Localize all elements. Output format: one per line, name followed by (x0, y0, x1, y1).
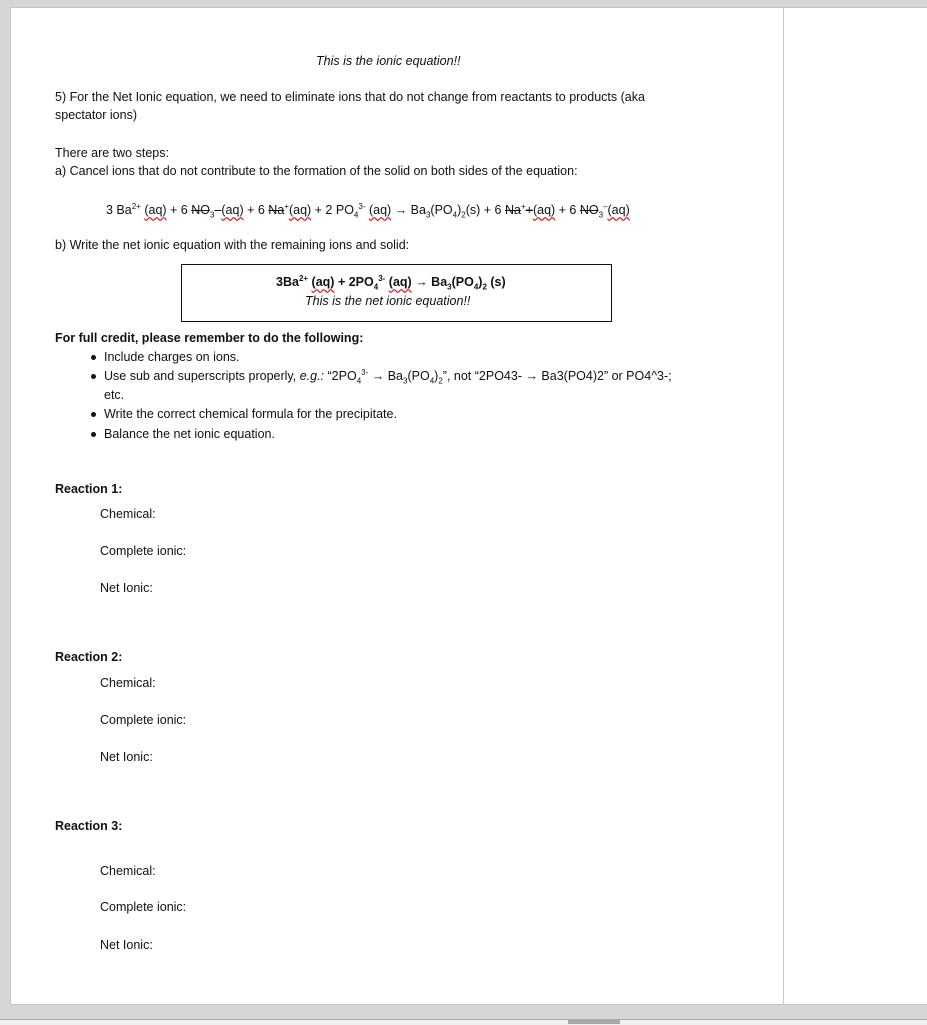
equation-fragment: 2+ (298, 273, 309, 283)
net-equation-box (181, 264, 612, 322)
equation-fragment: (aq) (288, 203, 312, 217)
bullet-item: Write the correct chemical formula for the precipitate. (104, 407, 397, 421)
equation-fragment: (aq) (388, 275, 412, 289)
step-a-text: a) Cancel ions that do not contribute to the formation of the solid on both sides of the equation: (55, 164, 578, 178)
equation-fragment: e.g.: (299, 369, 325, 383)
equation-fragment: – (214, 203, 222, 217)
equation-fragment: NO (191, 203, 210, 217)
equation-fragment: (aq) (144, 203, 167, 217)
bullet-item-cont: etc. (104, 388, 125, 402)
step5-text-cont: spectator ions) (55, 108, 137, 122)
equation-fragment: 2 (461, 210, 466, 220)
net-equation-note: This is the net ionic equation!! (305, 294, 471, 308)
equation-fragment: → Ba (368, 369, 404, 383)
two-steps-text: There are two steps: (55, 146, 169, 160)
equation-fragment: → Ba (411, 275, 448, 289)
equation-fragment: (aq) (532, 203, 556, 217)
equation-fragment: Na (504, 203, 521, 217)
credit-heading: For full credit, please remember to do the following: (55, 331, 364, 345)
equation-fragment: 3 (403, 376, 408, 386)
equation-fragment: (PO (430, 203, 453, 217)
equation-fragment: 3- (361, 367, 369, 377)
reaction-3-chemical: Chemical: (100, 864, 156, 878)
equation-fragment: + 6 (243, 203, 269, 217)
bullet-dot (91, 412, 96, 417)
reaction-3-complete-ionic: Complete ionic: (100, 900, 187, 914)
equation-fragment: 4 (373, 282, 379, 292)
net-ionic-equation (276, 275, 506, 290)
equation-fragment: + (525, 203, 533, 217)
equation-fragment: (PO (407, 369, 430, 383)
equation-fragment: ”, not “2PO43- → Ba3(PO4)2” or PO4^3-; (442, 369, 672, 383)
equation-fragment: ) (478, 275, 483, 289)
bullet-item: Balance the net ionic equation. (104, 427, 275, 441)
ionic-equation (106, 203, 630, 218)
equation-fragment: + (284, 201, 289, 211)
equation-fragment: 3 (425, 210, 431, 220)
bullet-dot (91, 374, 96, 379)
equation-fragment: (aq) (368, 203, 392, 217)
reaction-3-net-ionic: Net Ionic: (100, 938, 153, 952)
equation-fragment: Na (268, 203, 285, 217)
equation-fragment: ) (457, 203, 462, 217)
step-b-text: b) Write the net ionic equation with the remaining ions and solid: (55, 238, 410, 252)
equation-fragment: 3- (358, 201, 366, 211)
equation-fragment: 2+ (131, 201, 141, 211)
equation-fragment: (s) + 6 (465, 203, 505, 217)
equation-fragment: 3 (447, 282, 452, 292)
equation-fragment: + 6 (166, 203, 192, 217)
bullet-dot (91, 432, 96, 437)
page-margin-line (783, 8, 784, 1004)
reaction-1-title: Reaction 1: (55, 482, 123, 496)
document-page (10, 7, 927, 1005)
scrollbar-thumb[interactable] (568, 1019, 620, 1024)
equation-fragment: 3 Ba (106, 203, 132, 217)
equation-fragment: (aq) (607, 203, 630, 217)
horizontal-scrollbar[interactable] (0, 1019, 927, 1025)
equation-fragment: 2 (482, 282, 487, 292)
equation-fragment: (PO (451, 275, 474, 289)
bullet-dot (91, 355, 96, 360)
equation-fragment: 3 (209, 210, 215, 220)
reaction-1-chemical: Chemical: (100, 507, 156, 521)
equation-fragment: NO (579, 203, 599, 217)
equation-fragment: 3Ba (276, 275, 299, 289)
equation-fragment: Use sub and superscripts properly, (104, 369, 300, 383)
equation-fragment: 2 (438, 376, 443, 386)
equation-fragment: “2PO (324, 369, 357, 383)
equation-fragment: 4 (356, 376, 362, 386)
equation-fragment: + 2 PO (311, 203, 354, 217)
reaction-2-title: Reaction 2: (55, 650, 123, 664)
reaction-3-title: Reaction 3: (55, 819, 123, 833)
equation-fragment: + (520, 201, 526, 211)
equation-fragment: 3 (598, 210, 604, 220)
equation-fragment: ) (434, 369, 439, 383)
equation-fragment: (aq) (221, 203, 244, 217)
equation-fragment: + 6 (555, 203, 580, 217)
equation-fragment: + 2PO (334, 275, 374, 289)
bullet-item: Include charges on ions. (104, 350, 240, 364)
equation-fragment: 4 (452, 210, 458, 220)
equation-fragment: → Ba (391, 203, 426, 217)
reaction-1-complete-ionic: Complete ionic: (100, 544, 187, 558)
equation-fragment: 4 (429, 376, 435, 386)
equation-fragment: (aq) (311, 275, 335, 289)
equation-fragment: 3- (378, 273, 386, 283)
equation-fragment: 4 (473, 282, 479, 292)
step5-text: 5) For the Net Ionic equation, we need to eliminate ions that do not change from reactants to products (aka (55, 90, 645, 104)
reaction-2-net-ionic: Net Ionic: (100, 750, 153, 764)
ionic-equation-note: This is the ionic equation!! (316, 54, 461, 68)
reaction-1-net-ionic: Net Ionic: (100, 581, 153, 595)
reaction-2-complete-ionic: Complete ionic: (100, 713, 187, 727)
equation-fragment: – (603, 201, 608, 211)
bullet-item (104, 369, 672, 384)
equation-fragment: 4 (353, 210, 359, 220)
reaction-2-chemical: Chemical: (100, 676, 156, 690)
equation-fragment: (s) (486, 275, 506, 289)
